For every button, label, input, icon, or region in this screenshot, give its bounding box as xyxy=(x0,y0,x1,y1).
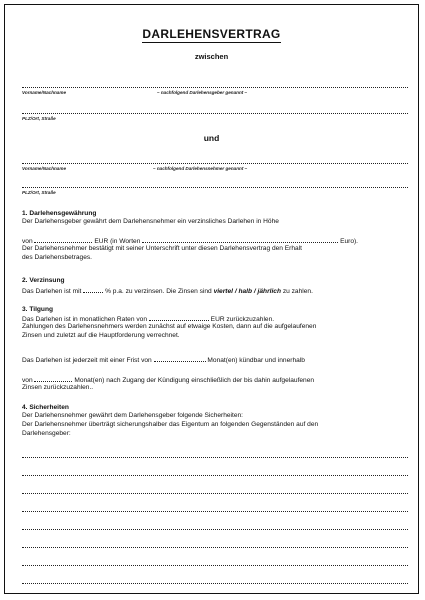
collateral-line[interactable] xyxy=(22,493,408,494)
borrower-role-caption: – nachfolgend Darlehensnehmer genannt – xyxy=(153,166,248,171)
rate-pre-text: Das Darlehen ist in monatlichen Raten von xyxy=(22,316,147,323)
repay-period-field[interactable] xyxy=(34,375,72,382)
document-title: DARLEHENSVERTRAG xyxy=(142,27,281,41)
section-1-confirm-text: Der Darlehensnehmer bestätigt mit seiner Unterschrift unter diesen Darlehensvertrag den Erhalt xyxy=(22,245,303,252)
repay-von-text: von xyxy=(22,377,33,384)
euro-close-label: Euro). xyxy=(340,238,359,245)
notice-period-field[interactable] xyxy=(154,355,206,362)
lender-address-line[interactable] xyxy=(22,113,408,114)
notice-pre-text: Das Darlehen ist jederzeit mit einer Frist von xyxy=(22,357,152,364)
collateral-line[interactable] xyxy=(22,457,408,458)
borrower-name-caption: Vorname/Nachname xyxy=(22,166,66,171)
section-3-text-2: Zahlungen des Darlehensnehmers werden zunächst auf etwaige Kosten, dann auf die aufgelaufenen xyxy=(22,323,317,330)
collateral-line[interactable] xyxy=(22,565,408,566)
section-1-heading: 1. Darlehensgewährung xyxy=(22,210,97,217)
rate-post-text: EUR zurückzuzahlen. xyxy=(210,316,275,323)
section-4-text-1: Der Darlehensnehmer gewährt dem Darlehensgeber folgende Sicherheiten: xyxy=(22,412,244,419)
section-3-text-3: Zinsen und zuletzt auf die Hauptforderung verrechnet. xyxy=(22,332,180,339)
von-label: von xyxy=(22,238,33,245)
section-3-text-6: Zinsen zurückzuzahlen.. xyxy=(22,384,94,391)
section-4-text-3: Darlehensgeber: xyxy=(22,430,71,437)
section-1-text: Der Darlehensgeber gewährt dem Darlehensnehmer ein verzinsliches Darlehen in Höhe xyxy=(22,218,279,225)
amount-words-field[interactable] xyxy=(142,236,338,243)
borrower-address-line[interactable] xyxy=(22,187,408,188)
lender-name-line[interactable] xyxy=(22,87,408,88)
notice-post-text: Monat(en) kündbar und innerhalb xyxy=(207,357,305,364)
between-label: zwischen xyxy=(194,52,229,61)
repay-post-text: Monat(en) nach Zugang der Kündigung einschließlich der bis dahin aufgelaufenen xyxy=(74,377,315,384)
lender-role-caption: – nachfolgend Darlehensgeber genannt – xyxy=(157,90,248,95)
section-3-heading: 3. Tilgung xyxy=(22,306,54,313)
borrower-name-line[interactable] xyxy=(22,163,408,164)
section-4-heading: 4. Sicherheiten xyxy=(22,404,69,411)
amount-field[interactable] xyxy=(34,236,92,243)
section-2-heading: 2. Verzinsung xyxy=(22,277,65,284)
section-2-text xyxy=(22,286,408,297)
eur-words-label: EUR (in Worten xyxy=(94,238,141,245)
collateral-line[interactable] xyxy=(22,475,408,476)
interest-rate-field[interactable] xyxy=(83,286,103,293)
monthly-rate-field[interactable] xyxy=(149,314,209,321)
lender-name-caption: Vorname/Nachname xyxy=(22,90,66,95)
borrower-address-caption: PLZ/Ort, Straße xyxy=(22,190,56,195)
interest-period-options: viertel / halb / jährlich xyxy=(213,288,281,295)
collateral-line[interactable] xyxy=(22,547,408,548)
lender-address-caption: PLZ/Ort, Straße xyxy=(22,116,56,121)
collateral-line[interactable] xyxy=(22,529,408,530)
section-3-notice-line xyxy=(22,355,408,366)
section-1-confirm-text-2: des Darlehensbetrages. xyxy=(22,254,93,261)
collateral-line[interactable] xyxy=(22,511,408,512)
and-label: und xyxy=(203,133,220,143)
contract-page xyxy=(4,4,419,594)
collateral-line[interactable] xyxy=(22,583,408,584)
interest-post-text: zu zahlen. xyxy=(282,288,313,295)
interest-pre-text: Das Darlehen ist mit xyxy=(22,288,82,295)
section-4-text-2: Der Darlehensnehmer überträgt sicherungshalber das Eigentum an folgenden Gegenständen auf den xyxy=(22,421,319,428)
interest-mid-text: % p.a. zu verzinsen. Die Zinsen sind xyxy=(105,288,212,295)
